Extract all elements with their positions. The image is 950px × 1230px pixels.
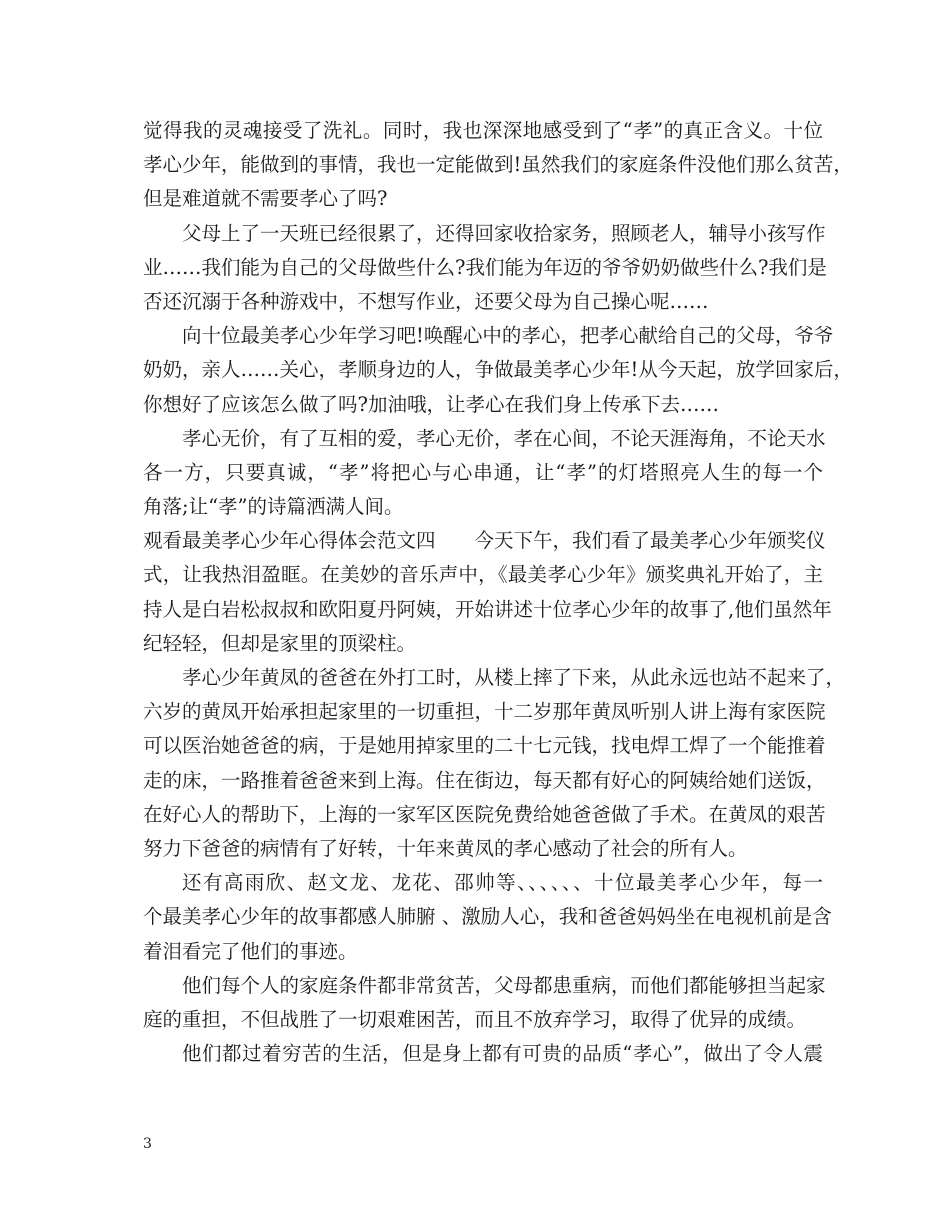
- text-line: 努力下爸爸的病情有了好转，十年来黄凤的孝心感动了社会的所有人。: [143, 836, 748, 860]
- section-heading-line: 观看最美孝心少年心得体会范文四 今天下午，我们看了最美孝心少年颁奖仪: [143, 529, 826, 553]
- text-line: 在好心人的帮助下，上海的一家军区医院免费给她爸爸做了手术。在黄凤的艰苦: [143, 802, 826, 826]
- text-line: 孝心少年，能做到的事情，我也一定能做到!虽然我们的家庭条件没他们那么贫苦，: [143, 153, 853, 177]
- text-line: 他们每个人的家庭条件都非常贫苦，父母都患重病，而他们都能够担当起家: [182, 973, 826, 997]
- text-line: 各一方，只要真诚，“孝”将把心与心串通，让“孝”的灯塔照亮人生的每一个: [143, 460, 823, 484]
- text-line: 业……我们能为自己的父母做些什么?我们能为年迈的爷爷奶奶做些什么?我们是: [143, 255, 827, 279]
- text-line: 角落;让“孝”的诗篇洒满人间。: [143, 495, 404, 519]
- text-line: 式，让我热泪盈眶。在美妙的音乐声中，《最美孝心少年》颁奖典礼开始了，主: [143, 563, 823, 587]
- text-line: 可以医治她爸爸的病，于是她用掉家里的二十七元钱，找电焊工焊了一个能推着: [143, 734, 826, 758]
- text-line: 孝心少年黄凤的爸爸在外打工时，从楼上摔了下来，从此永远也站不起来了，: [182, 666, 846, 689]
- text-line: 但是难道就不需要孝心了吗?: [143, 187, 388, 211]
- text-line: 纪轻轻，但却是家里的顶梁柱。: [143, 631, 417, 655]
- text-line: 着泪看完了他们的事迹。: [143, 939, 358, 963]
- text-line: 否还沉溺于各种游戏中，不想写作业，还要父母为自己操心呢……: [143, 289, 709, 313]
- text-line: 六岁的黄凤开始承担起家里的一切重担，十二岁那年黄凤听别人讲上海有家医院: [143, 700, 826, 724]
- text-line: 还有高雨欣、赵文龙、龙花、邵帅等、、、、、、十位最美孝心少年，每一: [182, 871, 823, 895]
- text-line: 他们都过着穷苦的生活，但是身上都有可贵的品质“孝心”，做出了令人震: [182, 1042, 823, 1066]
- text-line: 向十位最美孝心少年学习吧!唤醒心中的孝心，把孝心献给自己的父母，爷爷: [182, 324, 834, 348]
- text-line: 持人是白岩松叔叔和欧阳夏丹阿姨，开始讲述十位孝心少年的故事了,他们虽然年: [143, 597, 832, 621]
- text-line: 觉得我的灵魂接受了洗礼。同时，我也深深地感受到了“孝”的真正含义。十位: [143, 119, 823, 142]
- text-line: 奶奶，亲人……关心，孝顺身边的人，争做最美孝心少年!从今天起，放学回家后，: [143, 358, 853, 382]
- text-line: 庭的重担，不但战胜了一切艰难困苦，而且不放弃学习，取得了优异的成绩。: [143, 1007, 807, 1031]
- text-line: 个最美孝心少年的故事都感人肺腑 、激励人心，我和爸爸妈妈坐在电视机前是含: [143, 905, 832, 929]
- document-body: [143, 115, 853, 1072]
- page-number: 3: [143, 1136, 152, 1152]
- text-line: 孝心无价，有了互相的爱，孝心无价，孝在心间，不论天涯海角，不论天水: [182, 426, 826, 450]
- text-line: 你想好了应该怎么做了吗?加油哦，让孝心在我们身上传承下去……: [143, 392, 719, 416]
- text-line: 走的床，一路推着爸爸来到上海。住在街边，每天都有好心的阿姨给她们送饭，: [143, 768, 826, 792]
- text-line: 父母上了一天班已经很累了，还得回家收拾家务，照顾老人，辅导小孩写作: [182, 221, 826, 245]
